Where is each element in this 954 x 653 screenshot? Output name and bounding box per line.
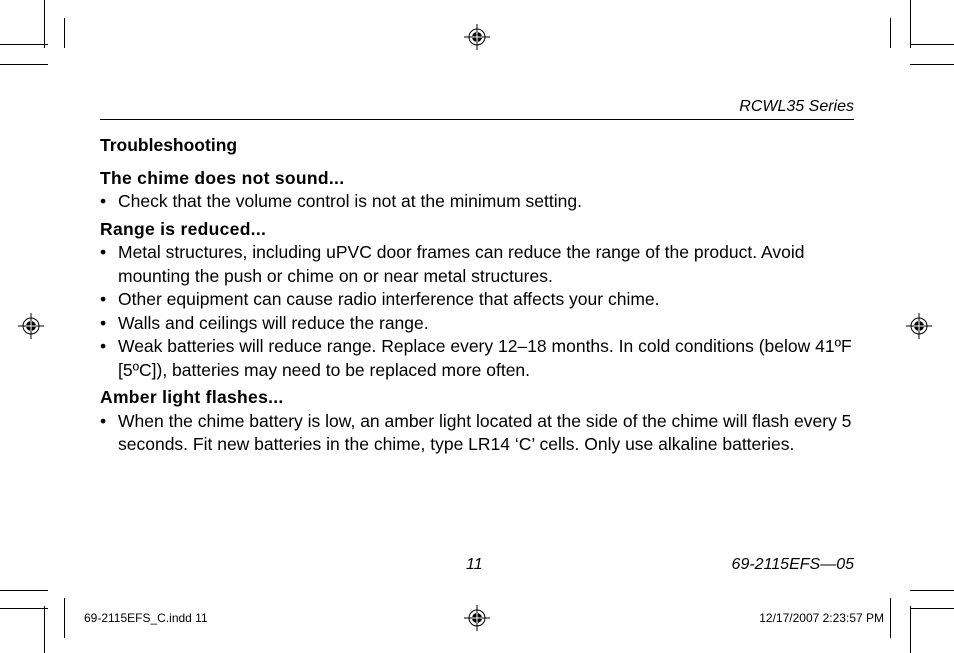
page-number: 11: [466, 556, 483, 573]
list-item: [100, 190, 860, 214]
registration-mark-icon: [906, 313, 932, 339]
crop-mark: [910, 44, 954, 45]
crop-mark: [64, 598, 65, 638]
crop-mark: [910, 590, 954, 591]
crop-mark: [44, 0, 45, 48]
crop-mark: [890, 598, 891, 638]
list-item-text: When the chime battery is low, an amber light located at the side of the chime will flash every 5 seconds. Fit new batteries in the chime, type LR14 ‘C’ cells. Only use alkaline batteries.: [118, 410, 852, 454]
list-item-text: Other equipment can cause radio interference that affects your chime.: [118, 289, 660, 309]
group-heading: Range is reduced...: [100, 218, 267, 239]
crop-mark: [0, 608, 48, 609]
crop-mark: [44, 606, 45, 653]
bullet-icon: •: [100, 191, 107, 211]
registration-mark-icon: [18, 313, 44, 339]
list-item-text: Check that the volume control is not at the minimum setting.: [118, 191, 582, 211]
crop-mark: [890, 18, 891, 48]
group-heading: The chime does not sound...: [100, 167, 345, 188]
list-item: [100, 312, 860, 336]
crop-mark: [0, 44, 48, 45]
bullet-icon: •: [100, 336, 107, 356]
crop-mark: [0, 64, 48, 65]
troubleshooting-group: [100, 386, 860, 457]
bullet-list: [100, 190, 860, 214]
list-item-text: Metal structures, including uPVC door frames can reduce the range of the product. Avoid mounting the push or chime on or near metal structures.: [118, 242, 805, 286]
list-item-text: Walls and ceilings will reduce the range.: [118, 312, 429, 333]
registration-mark-icon: [464, 24, 490, 50]
troubleshooting-group: [100, 167, 860, 214]
troubleshooting-section: [100, 134, 860, 461]
slug-timestamp: 12/17/2007 2:23:57 PM: [759, 611, 884, 625]
crop-mark: [910, 608, 954, 609]
bullet-icon: •: [100, 289, 107, 309]
crop-mark: [910, 0, 911, 48]
list-item: [100, 410, 860, 457]
crop-mark: [64, 18, 65, 48]
section-title: Troubleshooting: [100, 135, 238, 155]
crop-mark: [910, 64, 954, 65]
bullet-icon: •: [100, 312, 107, 333]
crop-mark: [0, 590, 48, 591]
list-item-text: Weak batteries will reduce range. Replace every 12–18 months. In cold conditions (below 41ºF [5ºC]), batteries may need to be replaced more often.: [118, 336, 852, 380]
header-rule: [100, 119, 854, 120]
slug-filename: 69-2115EFS_C.indd 11: [84, 611, 208, 625]
header-title: RCWL35 Series: [739, 98, 854, 115]
group-heading: Amber light flashes...: [100, 387, 284, 407]
document-code: 69-2115EFS—05: [731, 556, 854, 573]
bullet-list: [100, 410, 860, 457]
crop-mark: [910, 606, 911, 653]
list-item: [100, 241, 860, 288]
bullet-icon: •: [100, 242, 107, 262]
list-item: [100, 335, 860, 382]
list-item: [100, 288, 860, 312]
bullet-icon: •: [100, 410, 107, 431]
troubleshooting-group: [100, 218, 860, 383]
bullet-list: [100, 241, 860, 382]
registration-mark-icon: [464, 605, 490, 631]
